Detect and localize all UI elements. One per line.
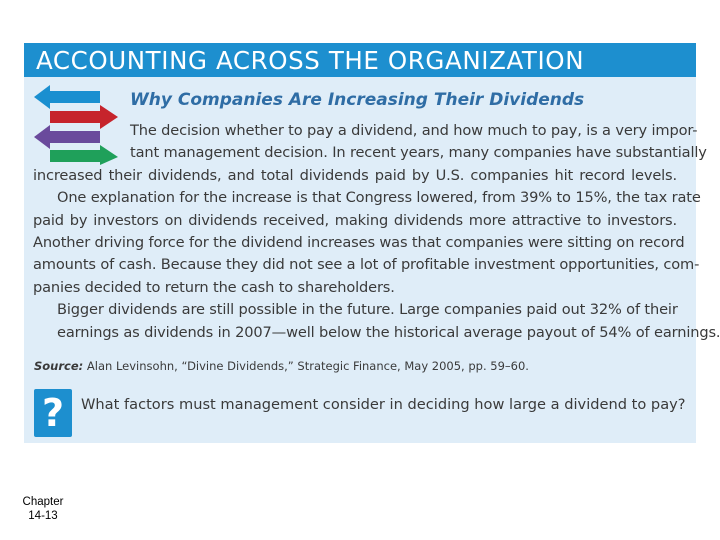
body-line: panies decided to return the cash to shareholders. [33,278,395,296]
body-line: Bigger dividends are still possible in the future. Large companies paid out 32% of their [57,301,678,319]
question-mark: ? [41,391,65,435]
body-line: increased their dividends, and total dividends paid by U.S. companies hit record levels. [33,166,677,184]
question-icon [34,389,72,437]
banner-title: ACCOUNTING ACROSS THE ORGANIZATION [36,46,585,75]
feature-body [33,120,720,344]
source-text: Alan Levinsohn, “Divine Dividends,” Strategic Finance, May 2005, pp. 59–60. [86,359,529,373]
body-line: The decision whether to pay a dividend, and how much to pay, is a very impor- [130,122,698,139]
body-line: tant management decision. In recent years, many companies have substantially [130,144,707,162]
section-banner [24,43,696,77]
body-line: One explanation for the increase is that Congress lowered, from 39% to 15%, the tax rate [57,189,701,207]
feature-panel [24,77,720,443]
body-line: paid by investors on dividends received, making dividends more attractive to investors. [33,211,677,229]
chapter-number: 14-13 [28,510,58,522]
body-line: amounts of cash. Because they did not see a lot of profitable investment opportunities, com- [33,256,700,274]
chapter-label [18,495,68,523]
discussion-question: What factors must management consider in deciding how large a dividend to pay? [81,396,686,413]
source-citation [34,359,529,373]
chapter-text: Chapter [22,496,64,508]
source-label: Source: [34,359,84,373]
feature-heading: Why Companies Are Increasing Their Dividends [130,90,585,110]
arrow-blue-icon [34,85,100,109]
body-line: Another driving force for the dividend increases was that companies were sitting on record [33,234,685,252]
body-line: earnings as dividends in 2007—well below the historical average payout of 54% of earnings. [57,323,720,341]
